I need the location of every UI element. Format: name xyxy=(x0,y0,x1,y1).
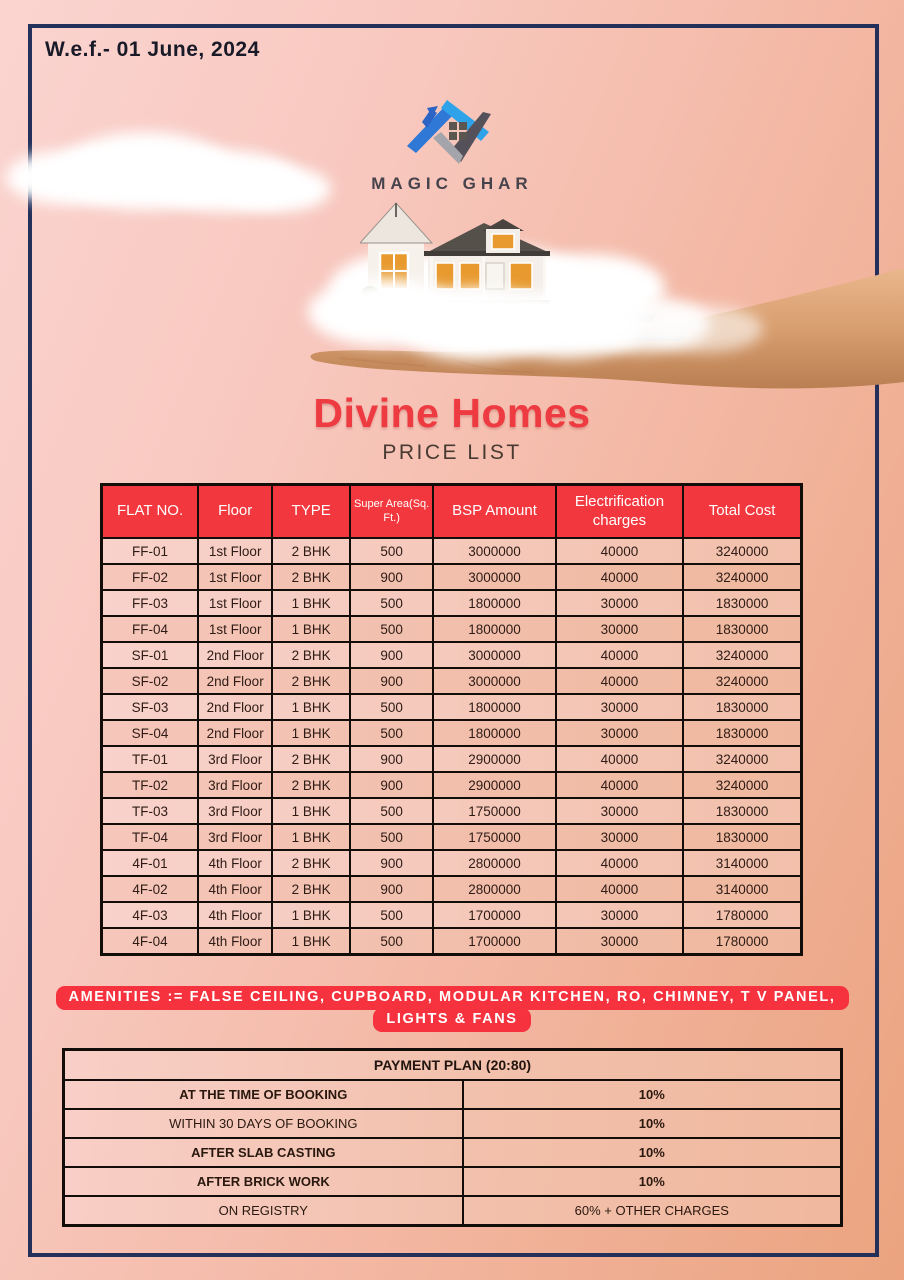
price-cell: 40000 xyxy=(556,772,683,798)
price-cell: 4F-02 xyxy=(102,876,199,902)
payment-milestone: ON REGISTRY xyxy=(64,1196,463,1226)
price-cell: 1 BHK xyxy=(272,824,350,850)
price-cell: 3240000 xyxy=(683,746,801,772)
price-cell: 40000 xyxy=(556,850,683,876)
price-cell: 2 BHK xyxy=(272,668,350,694)
price-cell: 30000 xyxy=(556,590,683,616)
price-row-FF-01 xyxy=(102,538,802,564)
price-cell: 40000 xyxy=(556,538,683,564)
column-header-4: Super Area(Sq. Ft.) xyxy=(350,485,433,539)
price-cell: TF-03 xyxy=(102,798,199,824)
price-cell: 1st Floor xyxy=(198,616,272,642)
price-cell: 3240000 xyxy=(683,668,801,694)
price-cell: 3rd Floor xyxy=(198,746,272,772)
price-cell: 1830000 xyxy=(683,720,801,746)
price-cell: 2nd Floor xyxy=(198,642,272,668)
payment-row xyxy=(64,1167,842,1196)
price-cell: 4th Floor xyxy=(198,876,272,902)
price-cell: 30000 xyxy=(556,798,683,824)
price-cell: 1 BHK xyxy=(272,720,350,746)
price-cell: 1 BHK xyxy=(272,798,350,824)
column-header-7: Total Cost xyxy=(683,485,801,539)
price-cell: 2nd Floor xyxy=(198,668,272,694)
price-cell: 500 xyxy=(350,720,433,746)
payment-plan-section xyxy=(62,1048,843,1227)
price-cell: 1780000 xyxy=(683,902,801,928)
payment-percentage: 10% xyxy=(463,1109,842,1138)
price-cell: 1 BHK xyxy=(272,928,350,955)
price-cell: FF-02 xyxy=(102,564,199,590)
price-cell: 4F-03 xyxy=(102,902,199,928)
price-cell: 40000 xyxy=(556,642,683,668)
price-row-TF-01 xyxy=(102,746,802,772)
payment-plan-header-row xyxy=(64,1050,842,1081)
price-cell: 1 BHK xyxy=(272,902,350,928)
price-table xyxy=(100,483,803,956)
price-table-header-row xyxy=(102,485,802,539)
price-cell: 1830000 xyxy=(683,824,801,850)
price-cell: 1830000 xyxy=(683,590,801,616)
price-cell: FF-03 xyxy=(102,590,199,616)
price-cell: 500 xyxy=(350,616,433,642)
price-cell: 3rd Floor xyxy=(198,824,272,850)
price-cell: 4th Floor xyxy=(198,928,272,955)
price-cell: TF-04 xyxy=(102,824,199,850)
magic-ghar-house-logo-icon xyxy=(397,86,507,170)
price-cell: 40000 xyxy=(556,746,683,772)
price-cell: FF-04 xyxy=(102,616,199,642)
price-cell: 4F-01 xyxy=(102,850,199,876)
price-row-TF-02 xyxy=(102,772,802,798)
price-row-4F-03 xyxy=(102,902,802,928)
price-cell: SF-01 xyxy=(102,642,199,668)
price-cell: 3240000 xyxy=(683,772,801,798)
effective-date: W.e.f.- 01 June, 2024 xyxy=(45,38,260,61)
price-cell: 30000 xyxy=(556,902,683,928)
page-title: Divine Homes xyxy=(313,390,591,436)
price-row-FF-03 xyxy=(102,590,802,616)
price-cell: 2 BHK xyxy=(272,642,350,668)
price-row-FF-04 xyxy=(102,616,802,642)
price-cell: 1st Floor xyxy=(198,538,272,564)
price-cell: 1780000 xyxy=(683,928,801,955)
payment-plan-title: PAYMENT PLAN (20:80) xyxy=(64,1050,842,1081)
price-row-SF-03 xyxy=(102,694,802,720)
payment-milestone: AT THE TIME OF BOOKING xyxy=(64,1080,463,1109)
price-cell: 1 BHK xyxy=(272,590,350,616)
price-row-TF-03 xyxy=(102,798,802,824)
price-cell: 40000 xyxy=(556,876,683,902)
price-cell: 3000000 xyxy=(433,564,555,590)
price-cell: 1st Floor xyxy=(198,564,272,590)
price-cell: 2800000 xyxy=(433,876,555,902)
price-cell: 4th Floor xyxy=(198,850,272,876)
price-cell: 30000 xyxy=(556,720,683,746)
price-cell: 2900000 xyxy=(433,746,555,772)
price-cell: 500 xyxy=(350,798,433,824)
price-cell: 3rd Floor xyxy=(198,772,272,798)
price-cell: 3000000 xyxy=(433,538,555,564)
price-row-4F-01 xyxy=(102,850,802,876)
price-cell: 2 BHK xyxy=(272,772,350,798)
price-cell: 900 xyxy=(350,642,433,668)
price-cell: 1750000 xyxy=(433,824,555,850)
price-cell: 3240000 xyxy=(683,642,801,668)
price-cell: 30000 xyxy=(556,824,683,850)
price-cell: 1700000 xyxy=(433,928,555,955)
price-cell: 1800000 xyxy=(433,720,555,746)
payment-milestone: WITHIN 30 DAYS OF BOOKING xyxy=(64,1109,463,1138)
price-cell: TF-01 xyxy=(102,746,199,772)
price-cell: 500 xyxy=(350,694,433,720)
price-cell: 2nd Floor xyxy=(198,720,272,746)
price-cell: 2800000 xyxy=(433,850,555,876)
price-cell: 4th Floor xyxy=(198,902,272,928)
payment-percentage: 10% xyxy=(463,1080,842,1109)
price-cell: 2 BHK xyxy=(272,876,350,902)
price-cell: 500 xyxy=(350,928,433,955)
price-cell: 1 BHK xyxy=(272,616,350,642)
payment-percentage: 10% xyxy=(463,1138,842,1167)
price-cell: 2900000 xyxy=(433,772,555,798)
price-cell: 900 xyxy=(350,668,433,694)
price-table-section xyxy=(100,483,803,956)
price-cell: 900 xyxy=(350,850,433,876)
price-cell: 1830000 xyxy=(683,694,801,720)
price-cell: 500 xyxy=(350,538,433,564)
price-row-SF-02 xyxy=(102,668,802,694)
price-cell: 4F-04 xyxy=(102,928,199,955)
price-cell: 30000 xyxy=(556,694,683,720)
payment-row xyxy=(64,1109,842,1138)
payment-row xyxy=(64,1196,842,1226)
page-subtitle: PRICE LIST xyxy=(382,441,522,464)
price-cell: FF-01 xyxy=(102,538,199,564)
price-cell: 1800000 xyxy=(433,590,555,616)
payment-milestone: AFTER SLAB CASTING xyxy=(64,1138,463,1167)
price-cell: 3000000 xyxy=(433,668,555,694)
price-cell: 500 xyxy=(350,902,433,928)
payment-plan-table xyxy=(62,1048,843,1227)
price-cell: 500 xyxy=(350,824,433,850)
price-cell: 1 BHK xyxy=(272,694,350,720)
brand-logo xyxy=(0,86,904,194)
column-header-1: FLAT NO. xyxy=(102,485,199,539)
price-cell: 30000 xyxy=(556,616,683,642)
price-cell: 3000000 xyxy=(433,642,555,668)
price-cell: 1830000 xyxy=(683,798,801,824)
price-cell: 3140000 xyxy=(683,876,801,902)
amenities-banner xyxy=(40,986,864,1032)
price-cell: 3140000 xyxy=(683,850,801,876)
payment-row xyxy=(64,1138,842,1167)
price-cell: 2 BHK xyxy=(272,564,350,590)
price-cell: 900 xyxy=(350,772,433,798)
price-row-SF-04 xyxy=(102,720,802,746)
price-cell: 3rd Floor xyxy=(198,798,272,824)
price-cell: 1830000 xyxy=(683,616,801,642)
price-cell: 40000 xyxy=(556,564,683,590)
price-cell: TF-02 xyxy=(102,772,199,798)
price-cell: 2 BHK xyxy=(272,746,350,772)
payment-percentage: 10% xyxy=(463,1167,842,1196)
brand-name: MAGIC GHAR xyxy=(371,174,533,193)
price-cell: 900 xyxy=(350,564,433,590)
column-header-6: Electrification charges xyxy=(556,485,683,539)
price-cell: SF-02 xyxy=(102,668,199,694)
price-row-FF-02 xyxy=(102,564,802,590)
price-cell: 40000 xyxy=(556,668,683,694)
price-cell: 2 BHK xyxy=(272,850,350,876)
price-cell: 500 xyxy=(350,590,433,616)
column-header-3: TYPE xyxy=(272,485,350,539)
price-cell: 1750000 xyxy=(433,798,555,824)
price-cell: SF-04 xyxy=(102,720,199,746)
price-cell: 900 xyxy=(350,746,433,772)
price-row-4F-02 xyxy=(102,876,802,902)
price-cell: 1700000 xyxy=(433,902,555,928)
price-row-SF-01 xyxy=(102,642,802,668)
price-cell: 1st Floor xyxy=(198,590,272,616)
payment-percentage: 60% + OTHER CHARGES xyxy=(463,1196,842,1226)
price-cell: 2nd Floor xyxy=(198,694,272,720)
price-cell: 900 xyxy=(350,876,433,902)
price-cell: SF-03 xyxy=(102,694,199,720)
column-header-2: Floor xyxy=(198,485,272,539)
payment-row xyxy=(64,1080,842,1109)
price-cell: 3240000 xyxy=(683,564,801,590)
price-cell: 2 BHK xyxy=(272,538,350,564)
payment-milestone: AFTER BRICK WORK xyxy=(64,1167,463,1196)
price-cell: 30000 xyxy=(556,928,683,955)
price-cell: 3240000 xyxy=(683,538,801,564)
amenities-line-1: AMENITIES := FALSE CEILING, CUPBOARD, MODULAR KITCHEN, RO, CHIMNEY, T V PANEL, xyxy=(56,986,849,1010)
price-row-4F-04 xyxy=(102,928,802,955)
column-header-5: BSP Amount xyxy=(433,485,555,539)
price-cell: 1800000 xyxy=(433,694,555,720)
amenities-line-2: LIGHTS & FANS xyxy=(373,1008,530,1032)
price-cell: 1800000 xyxy=(433,616,555,642)
price-row-TF-04 xyxy=(102,824,802,850)
